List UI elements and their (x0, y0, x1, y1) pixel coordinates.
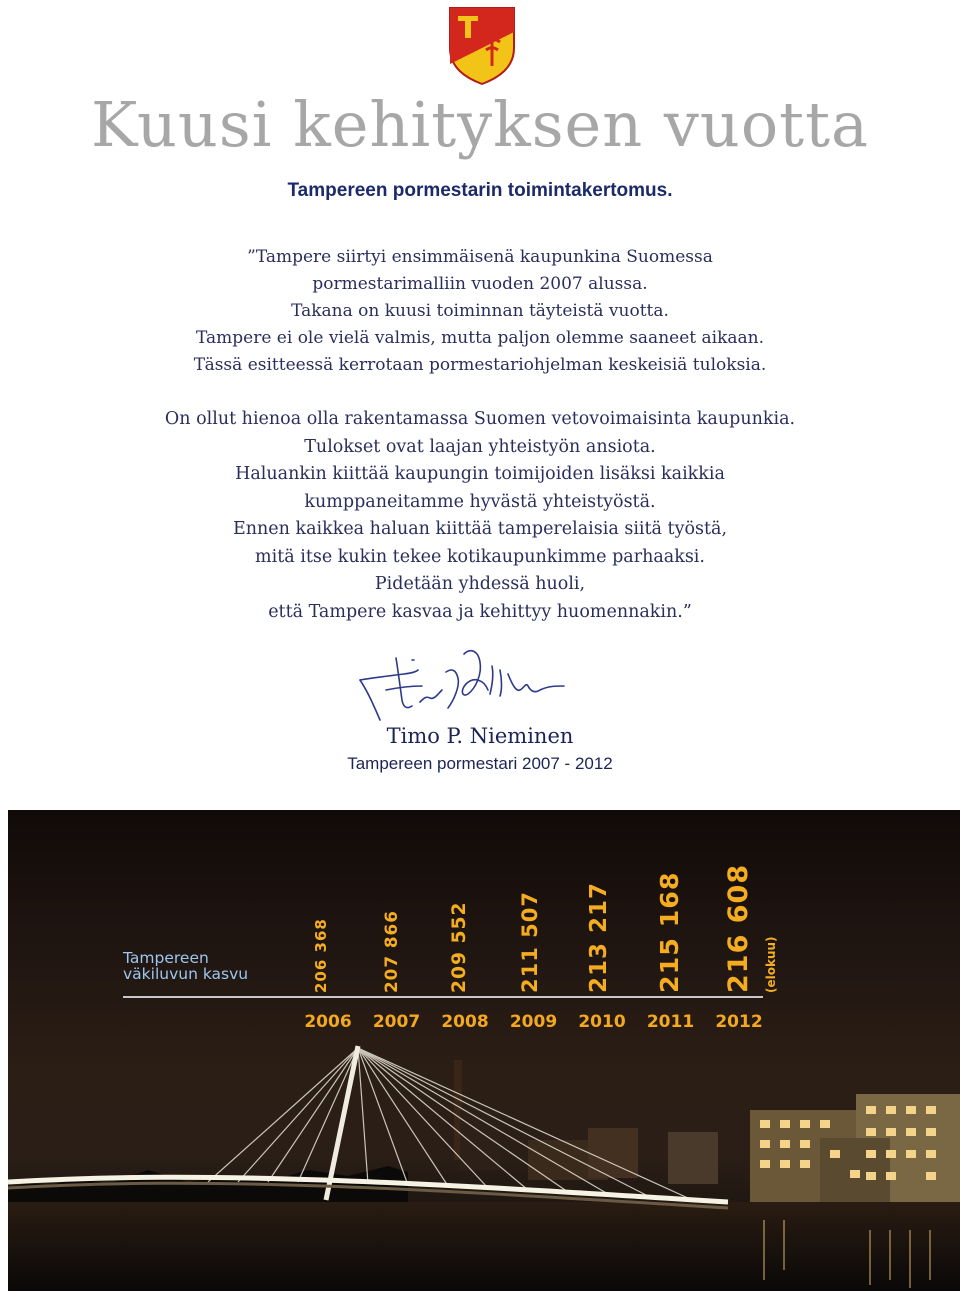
quote-line: pormestarimalliin vuoden 2007 alussa. (312, 274, 648, 294)
population-value-2009: 211 507 (517, 891, 542, 993)
quote-line: Pidetään yhdessä huoli, (374, 574, 586, 594)
quote-line: Tampere ei ole vielä valmis, mutta paljon olemme saaneet aikaan. (195, 328, 764, 348)
population-value-2011: 215 168 (654, 871, 684, 993)
population-value-2012: 216 608 (723, 863, 754, 993)
quote-line: On ollut hienoa olla rakentamassa Suomen vetovoimaisinta kaupunkia. (164, 409, 796, 429)
population-value-2008: 209 552 (449, 901, 470, 993)
year-label-2009: 2009 (509, 1012, 558, 1032)
year-label-2006: 2006 (304, 1012, 352, 1032)
quote-line: Haluankin kiittää kaupungin toimijoiden lisäksi kaikkia (235, 464, 725, 484)
page-subtitle: Tampereen pormestarin toimintakertomus. (287, 180, 673, 201)
year-label-2012: 2012 (715, 1012, 763, 1032)
quote-line: Tässä esitteessä kerrotaan pormestariohjelman keskeisiä tuloksia. (193, 355, 767, 375)
quote-line: mitä itse kukin tekee kotikaupunkimme parhaaksi. (255, 546, 705, 567)
year-label-2011: 2011 (646, 1012, 695, 1032)
quote-paragraph-2 (0, 406, 960, 626)
handwritten-signature (352, 640, 582, 732)
quote-line: Takana on kuusi toiminnan täyteistä vuotta. (291, 301, 669, 321)
tampere-coat-of-arms (446, 4, 518, 86)
quote-line: Tulokset ovat laajan yhteistyön ansiota. (304, 436, 656, 457)
page-title: Kuusi kehityksen vuotta (91, 88, 869, 161)
quote-line: kumppaneitamme hyvästä yhteistyöstä. (304, 491, 656, 512)
year-label-2007: 2007 (372, 1012, 421, 1032)
population-value-2007: 207 866 (380, 910, 401, 993)
chart-note: (elokuu) (764, 936, 778, 993)
chart-title: Tampereen väkiluvun kasvu (123, 949, 249, 983)
photo-scenery (8, 810, 960, 1291)
population-value-2010: 213 217 (586, 881, 612, 993)
population-value-2006: 206 368 (312, 918, 330, 993)
chart-baseline (123, 996, 763, 998)
quote-line: että Tampere kasvaa ja kehittyy huomennakin.” (268, 601, 692, 622)
year-label-2010: 2010 (578, 1012, 626, 1032)
quote-paragraph-1 (0, 244, 960, 379)
signatory-role: Tampereen pormestari 2007 - 2012 (347, 754, 613, 773)
signatory-name: Timo P. Nieminen (386, 724, 574, 748)
quote-line: Ennen kaikkea haluan kiittää tamperelaisia siitä työstä, (232, 519, 728, 539)
year-label-2008: 2008 (441, 1012, 489, 1032)
quote-line: ”Tampere siirtyi ensimmäisenä kaupunkina Suomessa (247, 247, 713, 267)
night-bridge-photo (8, 810, 960, 1291)
